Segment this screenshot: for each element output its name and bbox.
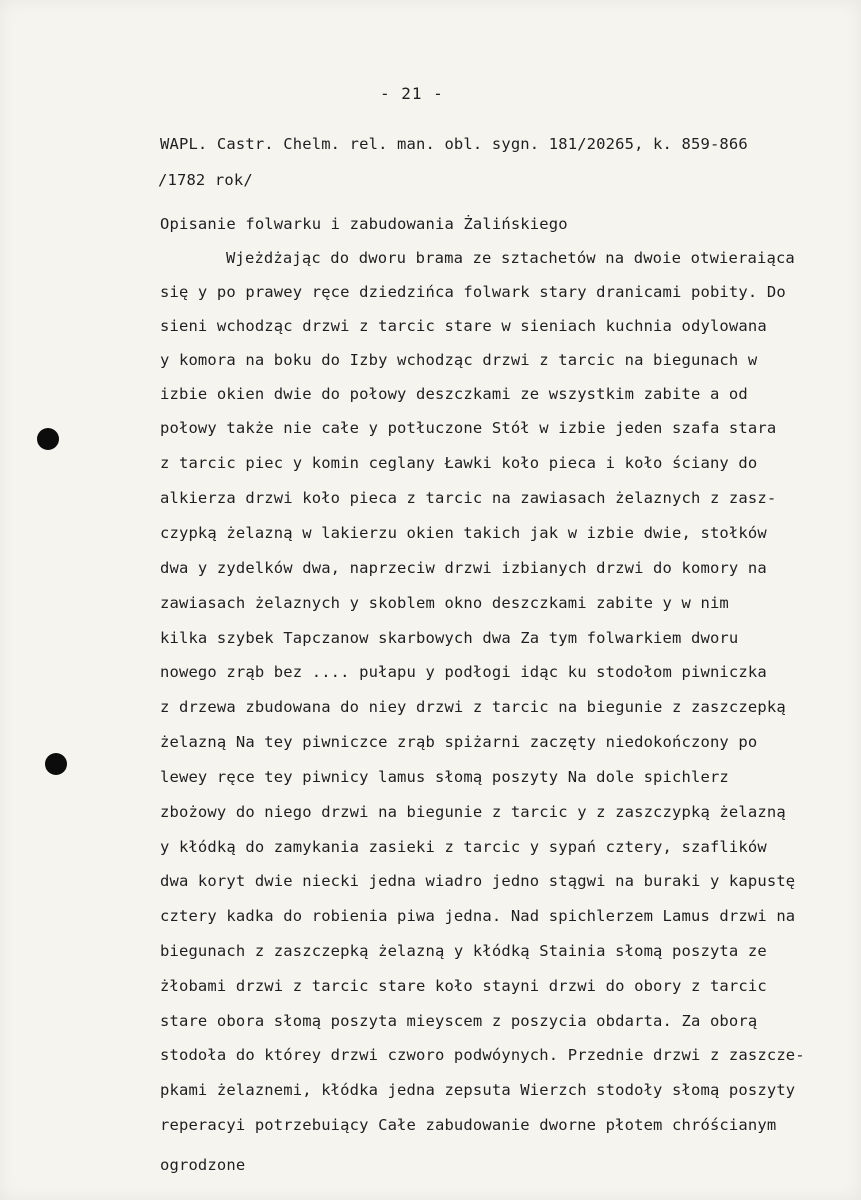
- page-number: - 21 -: [380, 84, 444, 103]
- body-line: z tarcic piec y komin ceglany Ławki koło pieca i koło ściany do: [160, 454, 758, 472]
- body-line: dwa koryt dwie niecki jedna wiadro jedno stągwi na buraki y kapustę: [160, 872, 796, 890]
- body-line: żłobami drzwi z tarcic stare koło stayni drzwi do obory z tarcic: [160, 977, 767, 995]
- body-line: y kłódką do zamykania zasieki z tarcic y sypań cztery, szaflików: [160, 838, 767, 856]
- body-line: dwa y zydelków dwa, naprzeciw drzwi izbianych drzwi do komory na: [160, 559, 767, 577]
- body-line: biegunach z zaszczepką żelazną y kłódką Stainia słomą poszyta ze: [160, 942, 767, 960]
- punch-hole-top: [37, 428, 59, 450]
- body-line: reperacyi potrzebuiący Całe zabudowanie dworne płotem chróścianym: [160, 1116, 777, 1134]
- body-line: y komora na boku do Izby wchodząc drzwi z tarcic na biegunach w: [160, 351, 758, 369]
- body-line: się y po prawey ręce dziedzińca folwark stary dranicami pobity. Do: [160, 283, 786, 301]
- body-line: nowego zrąb bez .... pułapu y podłogi idąc ku stodołom piwniczka: [160, 663, 767, 681]
- body-line: Wjeżdżając do dworu brama ze sztachetów na dwoie otwieraiąca: [226, 249, 795, 267]
- archive-reference: WAPL. Castr. Chelm. rel. man. obl. sygn. 181/20265, k. 859-866: [160, 135, 748, 153]
- body-line: z drzewa zbudowana do niey drzwi z tarcic na biegunie z zaszczepką: [160, 698, 786, 716]
- body-line: zawiasach żelaznych y skoblem okno deszczkami zabite y w nim: [160, 594, 729, 612]
- body-line: ogrodzone: [160, 1156, 246, 1174]
- archive-reference-year: /1782 rok/: [158, 171, 253, 189]
- body-line: pkami żelaznemi, kłódka jedna zepsuta Wierzch stodoły słomą poszyty: [160, 1081, 796, 1099]
- body-line: lewey ręce tey piwnicy lamus słomą poszyty Na dole spichlerz: [160, 768, 729, 786]
- body-line: czypką żelazną w lakierzu okien takich jak w izbie dwie, stołków: [160, 524, 767, 542]
- body-line: cztery kadka do robienia piwa jedna. Nad spichlerzem Lamus drzwi na: [160, 907, 796, 925]
- punch-hole-bottom: [45, 753, 67, 775]
- document-title: Opisanie folwarku i zabudowania Żalińskiego: [160, 215, 568, 233]
- body-line: zbożowy do niego drzwi na biegunie z tarcic y z zaszczypką żelazną: [160, 803, 786, 821]
- body-line: izbie okien dwie do połowy deszczkami ze wszystkim zabite a od: [160, 385, 748, 403]
- body-line: żelazną Na tey piwniczce zrąb spiżarni zaczęty niedokończony po: [160, 733, 758, 751]
- body-line: stare obora słomą poszyta mieyscem z poszycia obdarta. Za oborą: [160, 1012, 758, 1030]
- body-line: kilka szybek Tapczanow skarbowych dwa Za tym folwarkiem dworu: [160, 629, 739, 647]
- body-line: stodoła do którey drzwi czworo podwóynych. Przednie drzwi z zaszcze-: [160, 1046, 805, 1064]
- body-line: sieni wchodząc drzwi z tarcic stare w sieniach kuchnia odylowana: [160, 317, 767, 335]
- body-line: połowy także nie całe y potłuczone Stół w izbie jeden szafa stara: [160, 419, 777, 437]
- body-line: alkierza drzwi koło pieca z tarcic na zawiasach żelaznych z zasz-: [160, 489, 777, 507]
